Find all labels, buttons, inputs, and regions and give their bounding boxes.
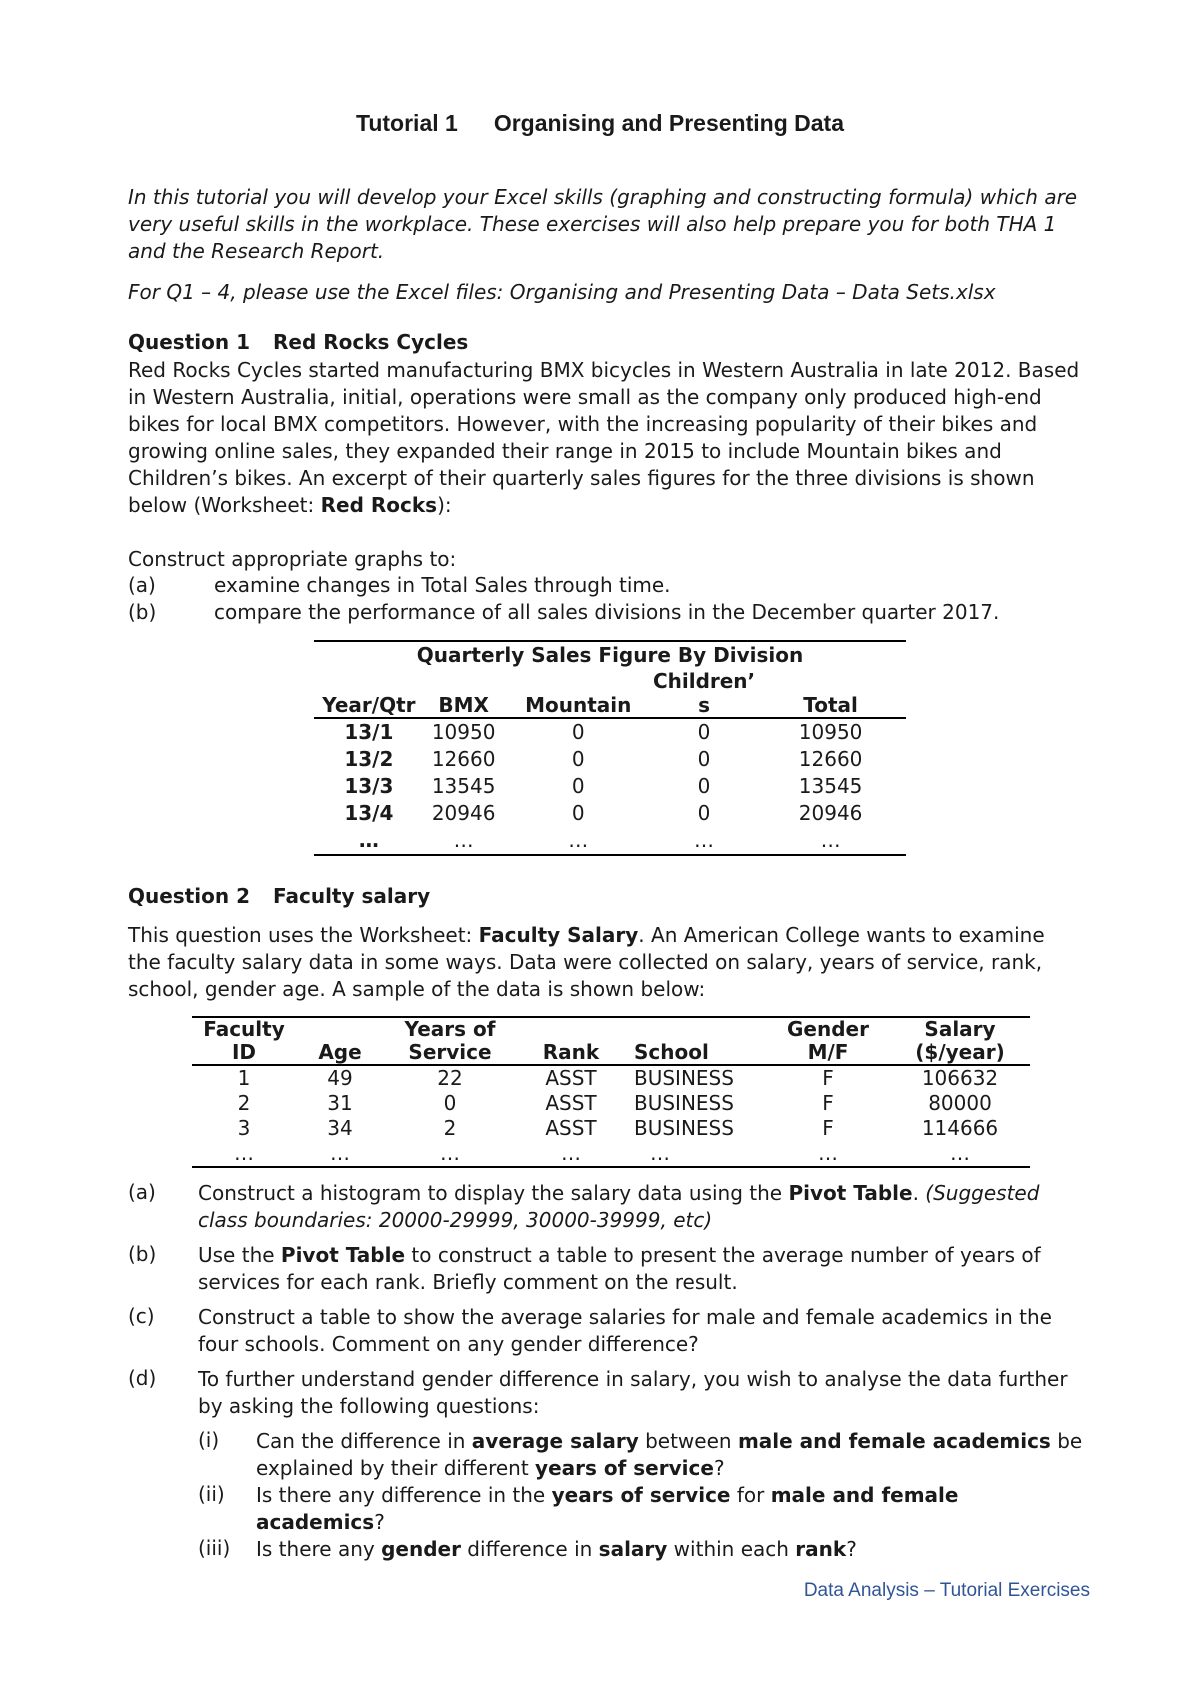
files-note: For Q1 – 4, please use the Excel files: Organising and Presenting Data – Data Sets.xlsx [128, 280, 996, 304]
col-header: Children’ s [652, 669, 756, 717]
worksheet-red-rocks: Red Rocks [320, 493, 438, 517]
table-row: 1 49 22 ASST BUSINESS F 106632 [237, 1066, 999, 1090]
q2-d-iii-text: Is there any gender difference in salary within each rank? [256, 1537, 857, 1561]
q1-construct: Construct appropriate graphs to: [128, 547, 457, 571]
col-header: Mountain [504, 669, 653, 718]
q2-d-iii-label: (iii) [198, 1536, 231, 1560]
question-1-heading [128, 330, 468, 354]
faculty-salary-table [192, 1016, 1030, 1168]
col-header: Faculty ID [192, 1017, 296, 1065]
table-row: … … … … … [314, 827, 906, 855]
col-header: Age [296, 1017, 384, 1065]
col-header: Years of Service [384, 1017, 516, 1065]
intro-line-3: and the Research Report. [128, 239, 385, 263]
table-row: 2 31 0 ASST BUSINESS F 80000 [237, 1091, 992, 1115]
intro-line-1: In this tutorial you will develop your Excel skills (graphing and constructing formula) which are [128, 185, 1078, 209]
q2-b-label: (b) [128, 1242, 157, 1266]
tutorial-heading: Organising and Presenting Data [493, 110, 844, 136]
q2-d-ii-label: (ii) [198, 1482, 225, 1506]
col-header: Salary ($/year) [890, 1017, 1030, 1065]
q2-intro-line-3: school, gender age. A sample of the data is shown below: [128, 977, 706, 1001]
table-row: 13/4 20946 0 0 20946 [344, 801, 863, 825]
q1-body-line: growing online sales, they expanded their range in 2015 to include Mountain bikes and [128, 439, 1002, 463]
q2-b-text: Use the Pivot Table to construct a table to present the average number of years of services for each rank. Briefly comment on the result. [198, 1243, 1041, 1294]
table-row: 13/3 13545 0 0 13545 [344, 774, 863, 798]
q1-a-label: (a) [128, 573, 156, 597]
question-1-name: Red Rocks Cycles [273, 330, 469, 354]
q1-b-text: compare the performance of all sales divisions in the December quarter 2017. [214, 600, 1000, 624]
q2-d-label: (d) [128, 1366, 157, 1390]
q2-c-text: Construct a table to show the average salaries for male and female academics in the four schools. Comment on any gender difference? [198, 1305, 1052, 1356]
page-footer: Data Analysis – Tutorial Exercises [803, 1580, 1090, 1601]
tutorial-number: Tutorial 1 [356, 110, 458, 136]
question-2-number: Question 2 [128, 884, 250, 908]
q2-d-i-text: Can the difference in average salary between male and female academics be explained by their different years of service? [256, 1429, 1083, 1480]
table-row: 13/1 10950 0 0 10950 [344, 720, 863, 744]
col-header: BMX [424, 669, 504, 718]
table-row: 3 34 2 ASST BUSINESS F 114666 [237, 1116, 999, 1140]
q1-a-text: examine changes in Total Sales through time. [214, 573, 671, 597]
worksheet-faculty-salary: Faculty Salary [478, 923, 639, 947]
question-1-number: Question 1 [128, 330, 250, 354]
intro-line-2: very useful skills in the workplace. These exercises will also help prepare you for both THA 1 [128, 212, 1057, 236]
q1-body-line: in Western Australia, initial, operations were small as the company only produced high-end [128, 385, 1042, 409]
page-title [0, 110, 1200, 137]
q2-a-text: Construct a histogram to display the salary data using the Pivot Table. (Suggested class boundaries: 20000-29999, 30000-39999, etc) [198, 1181, 1040, 1232]
q1-body-line: Children’s bikes. An excerpt of their quarterly sales figures for the three divisions is shown [128, 466, 1035, 490]
question-2-heading [128, 884, 430, 908]
q2-d-i-label: (i) [198, 1428, 220, 1452]
quarterly-sales-table [314, 640, 906, 856]
q1-body-line: bikes for local BMX competitors. However, with the increasing popularity of their bikes and [128, 412, 1038, 436]
col-header: Total [755, 669, 906, 718]
table-row: 13/2 12660 0 0 12660 [344, 747, 863, 771]
col-header: Gender M/F [766, 1017, 890, 1065]
col-header: School [626, 1017, 766, 1065]
col-header: Year/Qtr [314, 669, 424, 718]
q2-d-text: To further understand gender difference in salary, you wish to analyse the data further by asking the following questions: [198, 1367, 1068, 1418]
q2-intro-line-1: This question uses the Worksheet: Faculty Salary. An American College wants to examine [128, 923, 1045, 947]
table-caption: Quarterly Sales Figure By Division [314, 641, 906, 669]
q1-body-line: Red Rocks Cycles started manufacturing BMX bicycles in Western Australia in late 2012. Based [128, 358, 1080, 382]
q1-body-last-line: below (Worksheet: Red Rocks): [128, 493, 452, 517]
q2-a-label: (a) [128, 1180, 156, 1204]
col-header: Rank [516, 1017, 626, 1065]
question-2-name: Faculty salary [273, 884, 431, 908]
q2-intro-line-2: the faculty salary data in some ways. Data were collected on salary, years of service, rank, [128, 950, 1043, 974]
q1-b-label: (b) [128, 600, 157, 624]
table-row: … … … … … … … [192, 1141, 1030, 1167]
q2-d-ii-text: Is there any difference in the years of service for male and female academics? [256, 1483, 959, 1534]
q2-c-label: (c) [128, 1304, 155, 1328]
